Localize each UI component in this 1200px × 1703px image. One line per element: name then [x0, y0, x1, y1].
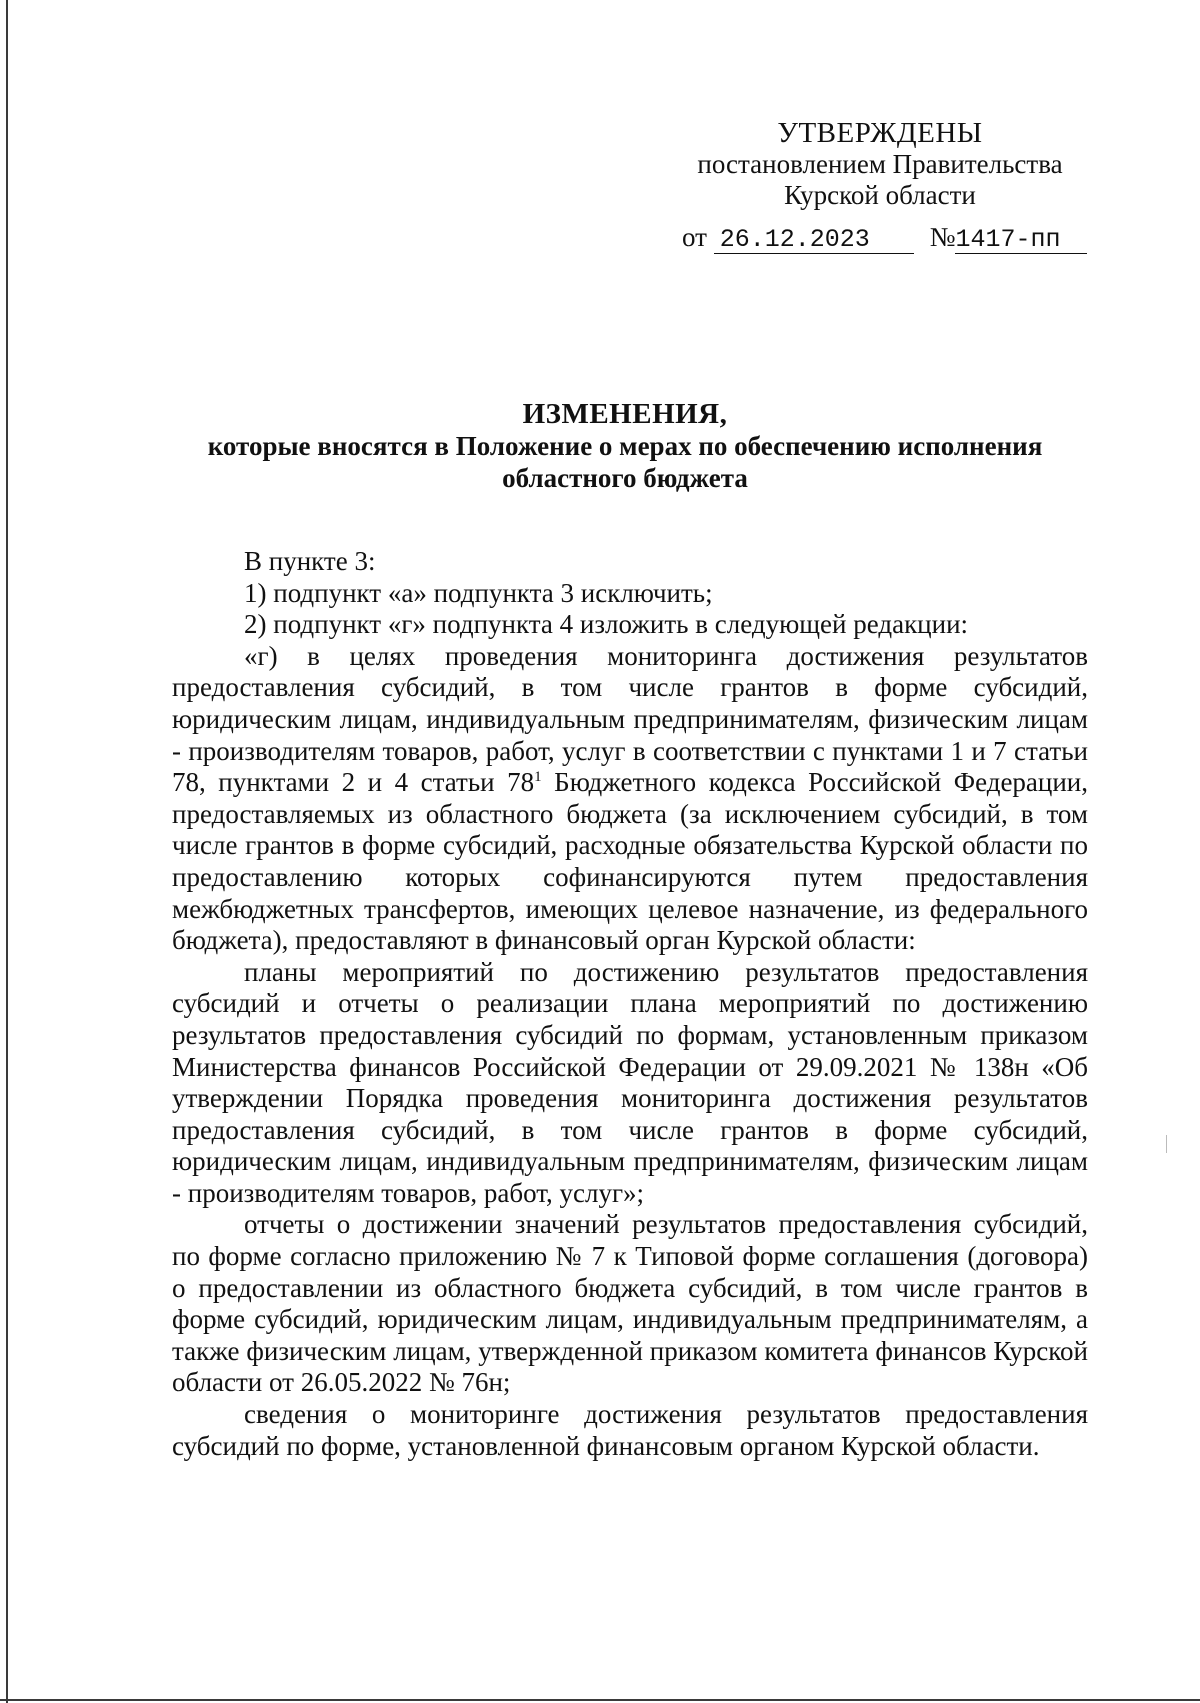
approval-title: УТВЕРЖДЕНЫ [777, 117, 983, 149]
paragraph-4-part-1: «г) в целях проведения мониторинга достижения результатов предоставления субсидий, в том числе грантов в форме субсидий, юридическим лицам, индивидуальным предпринимателям, физическим лицам - производителям товаров, работ, услуг в соответствии с пунктами 1 и 7 статьи 78, пунктами 2 и 4 статьи 78 [172, 640, 1088, 798]
approval-block [660, 118, 1100, 211]
heading-title: ИЗМЕНЕНИЯ, [522, 398, 728, 430]
document-body [172, 546, 1088, 1462]
paragraph-4-part-2: Бюджетного кодекса Российской Федерации, предоставляемых из областного бюджета (за исключением субсидий, в том числе грантов в форме субсидий, расходные обязательства Курской области по предоставлению которых софинансируются путем предоставления межбюджетных трансфертов, имеющих целевое назначение, из федерального бюджета), предоставляют в финансовый орган Курской области: [172, 767, 1089, 956]
approval-line-1: постановлением Правительства [697, 149, 1063, 179]
heading-line-2: областного бюджета [502, 463, 748, 493]
paragraph-3: 2) подпункт «г» подпункта 4 изложить в следующей редакции: [244, 609, 969, 640]
scan-edge-left [6, 0, 8, 1703]
scan-edge-bottom [0, 1699, 1200, 1701]
number-prefix: № [929, 222, 956, 252]
document-date: 26.12.2023 [714, 227, 914, 254]
approval-line-2: Курской области [784, 180, 976, 210]
paragraph-4 [172, 641, 1088, 957]
heading-line-1: которые вносятся в Положение о мерах по обеспечению исполнения [207, 431, 1043, 461]
date-prefix: от [682, 222, 707, 252]
document-number: 1417-пп [955, 227, 1087, 254]
scan-mark [1166, 1135, 1167, 1153]
paragraph-5: планы мероприятий по достижению результатов предоставления субсидий и отчеты о реализации плана мероприятий по достижению результатов предоставления субсидий по формам, установленным приказом Министерства финансов Российской Федерации от 29.09.2021 № 138н «Об утверждении Порядка проведения мониторинга достижения результатов предоставления субсидий, в том числе грантов в форме субсидий, юридическим лицам, индивидуальным предпринимателям, физическим лицам - производителям товаров, работ, услуг»; [172, 956, 1088, 1208]
paragraph-2: 1) подпункт «а» подпункта 3 исключить; [244, 577, 713, 608]
document-heading [150, 398, 1100, 494]
paragraph-7: сведения о мониторинге достижения результатов предоставления субсидий по форме, установленной финансовым органом Курской области. [172, 1399, 1088, 1461]
paragraph-6: отчеты о достижении значений результатов предоставления субсидий, по форме согласно приложению № 7 к Типовой форме соглашения (договора) о предоставлении из областного бюджета субсидий, в том числе грантов в форме субсидий, юридическим лицам, индивидуальным предпринимателям, а также физическим лицам, утвержденной приказом комитета финансов Курской области от 26.05.2022 № 76н; [172, 1209, 1088, 1398]
registration-line [682, 222, 1087, 254]
paragraph-1: В пункте 3: [244, 546, 376, 576]
article-superscript: 1 [534, 769, 542, 786]
